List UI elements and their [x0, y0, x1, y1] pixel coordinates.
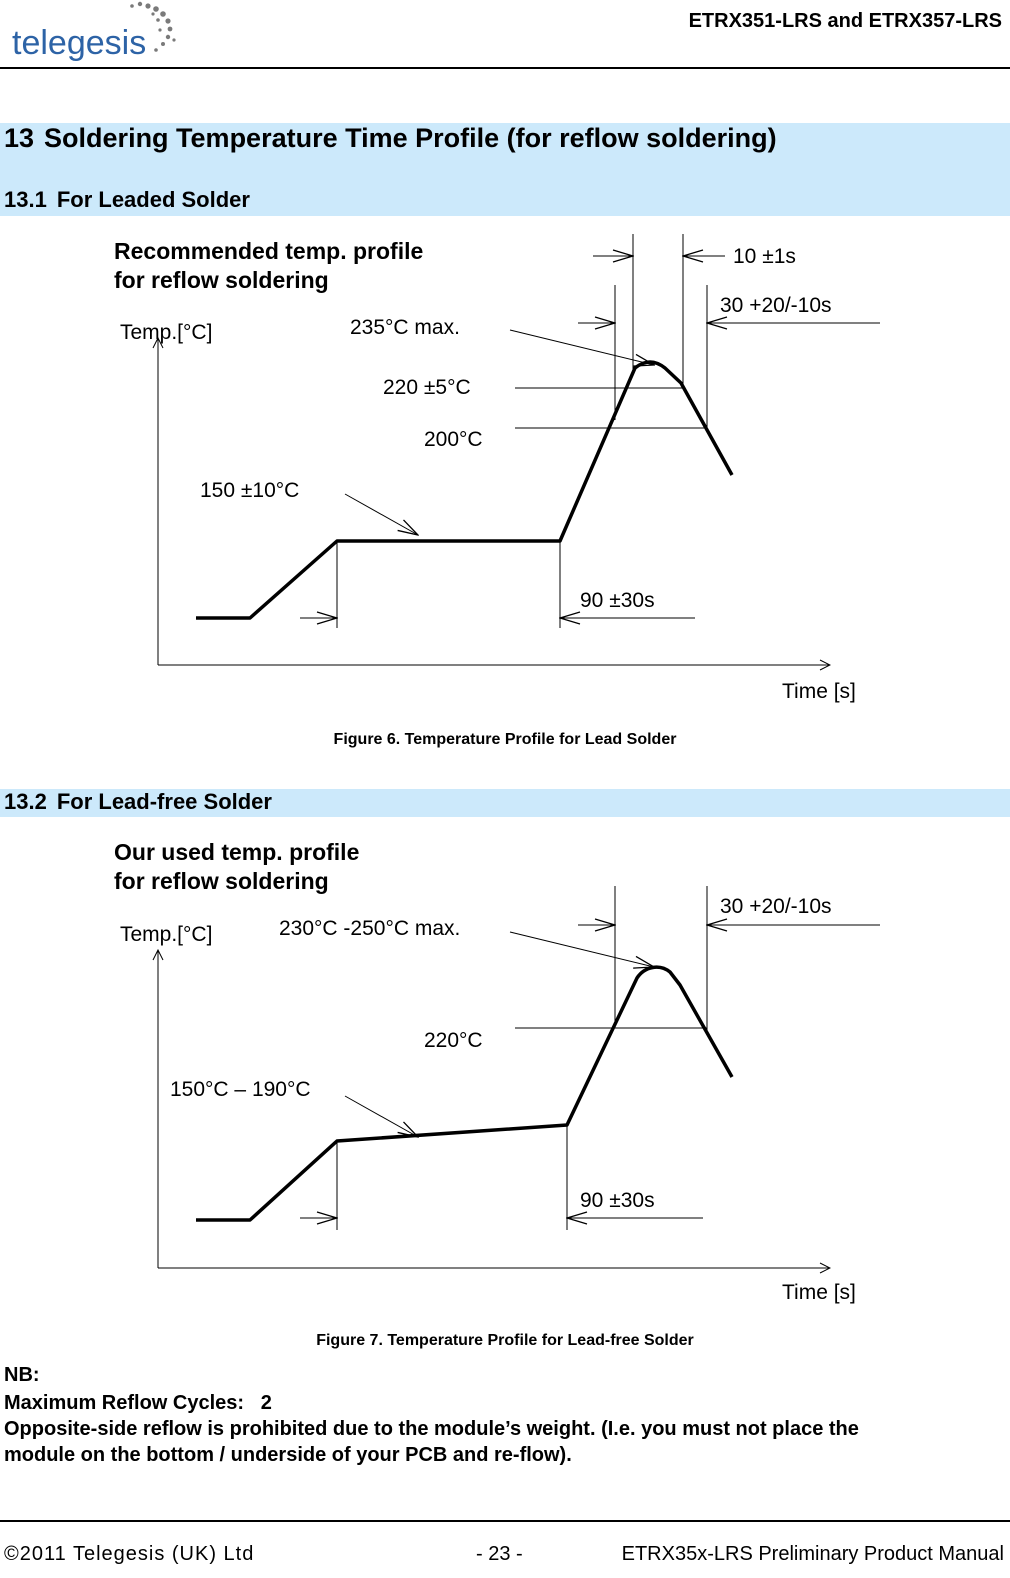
subsection-title: For Leaded Solder: [56, 187, 250, 212]
subsection-title: For Lead-free Solder: [56, 789, 272, 814]
diagram-title-line2: for reflow soldering: [114, 868, 329, 894]
preheat-temp-label: 150 ±10°C: [200, 479, 300, 502]
time-above-liquidus-label: 30 +20/-10s: [720, 294, 832, 317]
x-axis-label: Time [s]: [782, 680, 856, 703]
section-number: 13: [4, 123, 35, 153]
preheat-time-label: 90 ±30s: [580, 589, 655, 612]
leaded-profile-diagram: [0, 225, 1010, 725]
logo-text: telegesis: [12, 24, 147, 62]
figure-caption-1: Figure 6. Temperature Profile for Lead Solder: [333, 731, 677, 748]
peak-temp-label: 220 ±5°C: [383, 376, 471, 399]
subsection-heading-2: [4, 789, 272, 815]
footer-copyright: ©2011 Telegesis (UK) Ltd: [4, 1543, 255, 1565]
y-axis-label: Temp.[°C]: [120, 923, 213, 946]
nb-label: NB:: [4, 1364, 40, 1386]
lead-free-profile-diagram: [0, 830, 1010, 1330]
footer-manual-title: ETRX35x-LRS Preliminary Product Manual: [621, 1543, 1004, 1565]
document-title: ETRX351-LRS and ETRX357-LRS: [688, 10, 1002, 32]
diagram-title-line1: Recommended temp. profile: [114, 238, 424, 264]
liquidus-temp-label: 220°C: [424, 1029, 483, 1052]
subsection-number: 13.2: [4, 789, 47, 814]
peak-width-label: 10 ±1s: [733, 245, 796, 268]
warning-line-1: Opposite-side reflow is prohibited due to the module’s weight. (I.e. you must not place the: [4, 1418, 859, 1440]
time-above-liquidus-label: 30 +20/-10s: [720, 895, 832, 918]
y-axis-label: Temp.[°C]: [120, 321, 213, 344]
footer-page-number: - 23 -: [476, 1543, 523, 1565]
diagram-title-line1: Our used temp. profile: [114, 839, 360, 865]
section-title: Soldering Temperature Time Profile (for reflow soldering): [44, 123, 777, 153]
warning-line-2: module on the bottom / underside of your PCB and re-flow).: [4, 1444, 572, 1466]
dimension-arrows: [300, 256, 745, 618]
peak-max-label: 235°C max.: [350, 316, 460, 339]
header-rule: [0, 67, 1010, 69]
section-heading: [4, 123, 777, 154]
dimension-arrows: [300, 925, 745, 1218]
preheat-time-label: 90 ±30s: [580, 1189, 655, 1212]
subsection-number: 13.1: [4, 187, 47, 212]
preheat-temp-label: 150°C – 190°C: [170, 1078, 311, 1101]
footer-rule: [0, 1520, 1010, 1522]
telegesis-logo: [8, 0, 188, 64]
x-axis-label: Time [s]: [782, 1281, 856, 1304]
subsection-heading-1: [4, 187, 250, 213]
diagram-title-line2: for reflow soldering: [114, 267, 329, 293]
peak-max-label: 230°C -250°C max.: [279, 917, 461, 940]
max-reflow-cycles: Maximum Reflow Cycles: 2: [4, 1392, 272, 1414]
figure-caption-2: Figure 7. Temperature Profile for Lead-free Solder: [316, 1332, 694, 1349]
liquidus-temp-label: 200°C: [424, 428, 483, 451]
